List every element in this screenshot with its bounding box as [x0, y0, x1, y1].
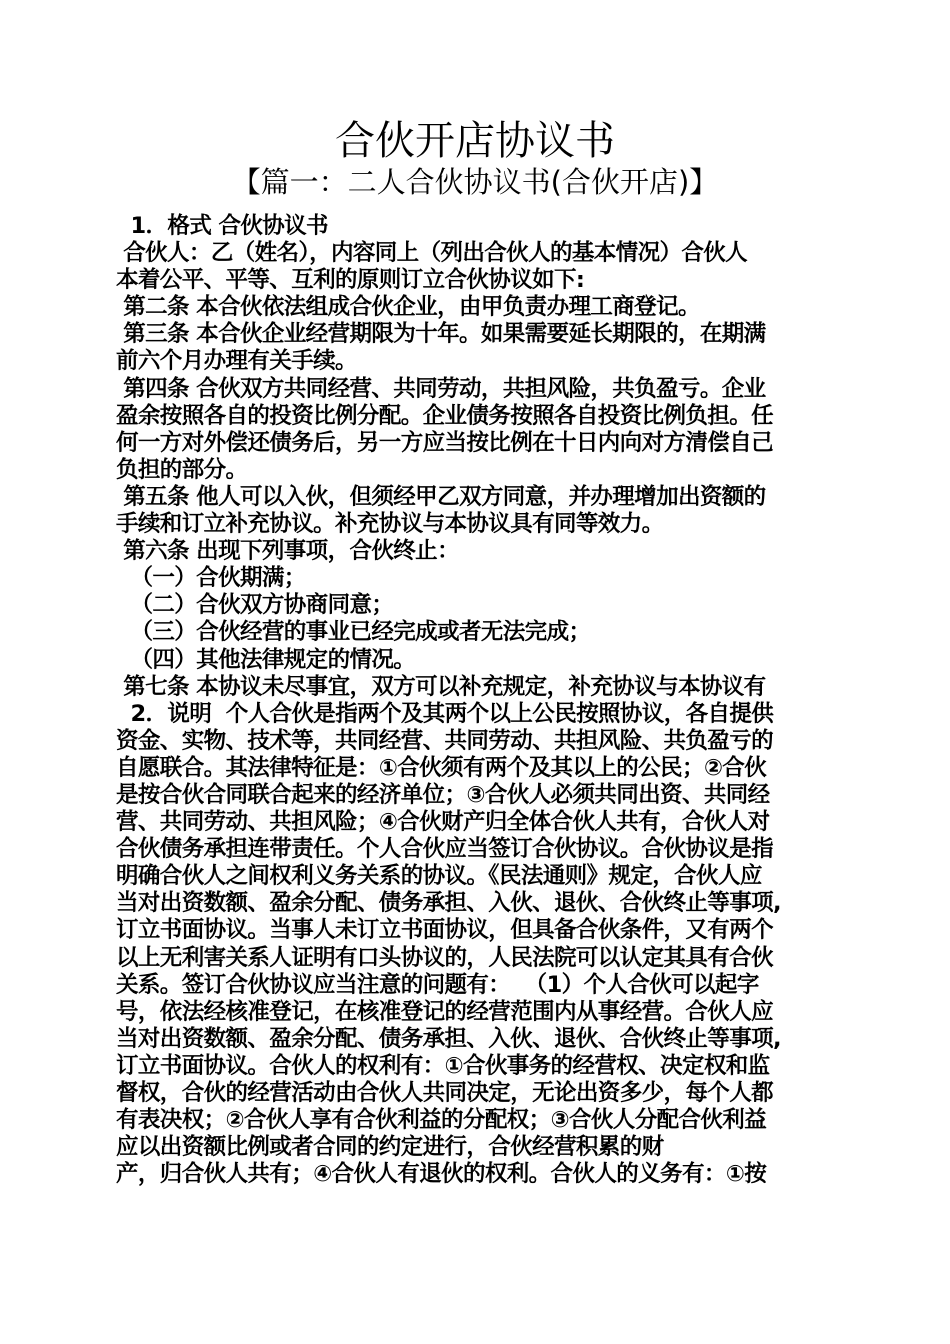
paragraph-line: 营、共同劳动、共担风险；④合伙财产归全体合伙人共有，合伙人对: [116, 809, 770, 836]
paragraph-line: 是按合伙合同联合起来的经济单位；③合伙人必须共同出资、共同经: [116, 781, 770, 808]
paragraph-line: 订立书面协议。合伙人的权利有：①合伙事务的经营权、决定权和监: [116, 1052, 770, 1079]
paragraph-line: 自愿联合。其法律特征是：①合伙须有两个及其以上的公民；②合伙: [116, 754, 767, 781]
paragraph-line: 当对出资数额、盈余分配、债务承担、入伙、退伙、合伙终止等事项,: [116, 1025, 781, 1052]
paragraph-line: 合伙债务承担连带责任。个人合伙应当签订合伙协议。合伙协议是指: [116, 836, 774, 863]
paragraph-line: 第六条 出现下列事项，合伙终止：: [116, 538, 459, 565]
paragraph-line: （四）其他法律规定的情况。: [116, 646, 416, 673]
paragraph-line: （三）合伙经营的事业已经完成或者无法完成；: [116, 619, 591, 646]
paragraph-line: 资金、实物、技术等，共同经营、共同劳动、共担风险、共负盈亏的: [116, 727, 774, 754]
paragraph-line: 第三条 本合伙企业经营期限为十年。如果需要延长期限的，在期满: [116, 321, 766, 348]
paragraph-line: 盈余按照各自的投资比例分配。企业债务按照各自投资比例负担。任: [116, 402, 774, 429]
document-title: 合伙开店协议书: [335, 118, 615, 164]
paragraph-line: 第四条 合伙双方共同经营、共同劳动，共担风险，共负盈亏。企业: [116, 375, 766, 402]
paragraph-line: 1．格式 合伙协议书: [116, 213, 328, 239]
paragraph-line: 关系。签订合伙协议应当注意的问题有： （1）个人合伙可以起字: [116, 971, 759, 998]
paragraph-line: 2．说明 个人合伙是指两个及其两个以上公民按照协议，各自提供: [116, 700, 774, 727]
paragraph-line: 合伙人：乙（姓名），内容同上（列出合伙人的基本情况）合伙人: [116, 240, 748, 267]
paragraph-line: （二）合伙双方协商同意；: [116, 592, 394, 619]
paragraph-line: 督权，合伙的经营活动由合伙人共同决定，无论出资多少，每个人都: [116, 1080, 774, 1106]
paragraph-line: 手续和订立补充协议。补充协议与本协议具有同等效力。: [116, 511, 664, 538]
paragraph-line: 应以出资额比例或者合同的约定进行，合伙经营积累的财: [116, 1134, 664, 1161]
paragraph-line: 明确合伙人之间权利义务关系的协议。《民法通则》规定，合伙人应: [116, 863, 762, 890]
paragraph-line: 第五条 他人可以入伙，但须经甲乙双方同意，并办理增加出资额的: [116, 483, 766, 510]
paragraph-line: 何一方对外偿还债务后，另一方应当按比例在十日内向对方清偿自己: [116, 429, 774, 456]
paragraph-line: 订立书面协议。当事人未订立书面协议，但具备合伙条件，又有两个: [116, 917, 774, 944]
paragraph-line: 本着公平、平等、互利的原则订立合伙协议如下:: [116, 267, 585, 294]
document-body: [116, 213, 838, 1188]
paragraph-line: 有表决权；②合伙人享有合伙利益的分配权；③合伙人分配合伙利益: [116, 1107, 767, 1134]
paragraph-line: 产，归合伙人共有；④合伙人有退伙的权利。合伙人的义务有：①按: [116, 1161, 767, 1188]
document-subtitle: 【篇一：二人合伙协议书(合伙开店)】: [231, 165, 719, 199]
paragraph-line: 号，依法经核准登记，在核准登记的经营范围内从事经营。合伙人应: [116, 998, 774, 1025]
paragraph-line: 第二条 本合伙依法组成合伙企业，由甲负责办理工商登记。: [116, 294, 700, 321]
paragraph-line: 第七条 本协议未尽事宜，双方可以补充规定，补充协议与本协议有: [116, 673, 766, 700]
paragraph-line: 前六个月办理有关手续。: [116, 348, 357, 375]
paragraph-line: 负担的部分。: [116, 456, 248, 483]
paragraph-line: 以上无利害关系人证明有口头协议的，人民法院可以认定其具有合伙: [116, 944, 774, 971]
paragraph-line: 当对出资数额、盈余分配、债务承担、入伙、退伙、合伙终止等事项,: [116, 890, 781, 917]
paragraph-line: （一）合伙期满；: [116, 565, 306, 592]
